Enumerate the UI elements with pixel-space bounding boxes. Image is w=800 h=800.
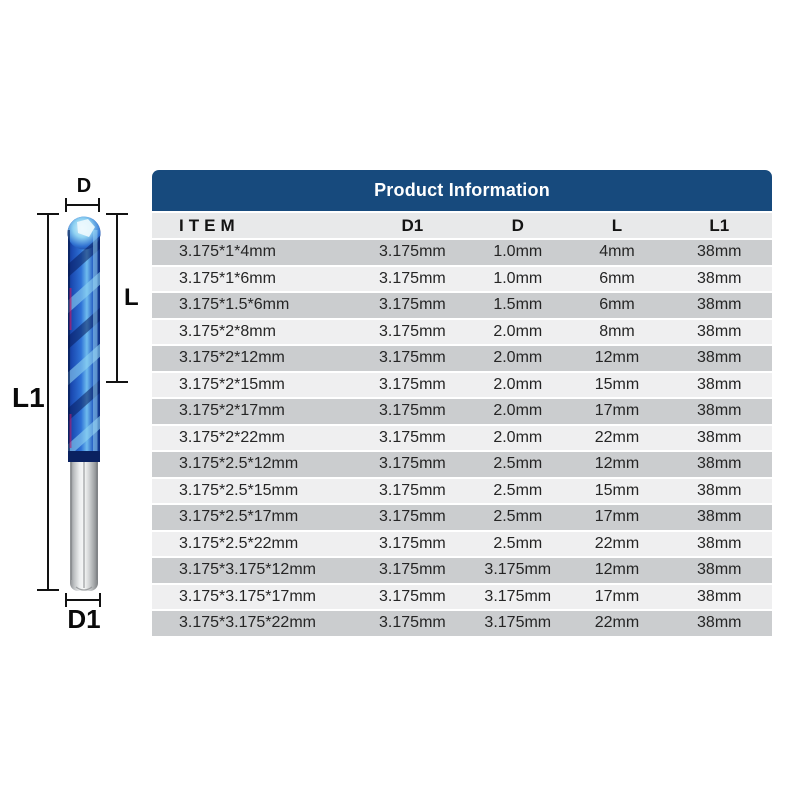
table-row bbox=[152, 373, 772, 398]
table-row bbox=[152, 240, 772, 265]
drill-bit-diagram bbox=[0, 170, 152, 670]
table-cell: 3.175mm bbox=[379, 322, 446, 340]
table-cell: 3.175*2*12mm bbox=[179, 349, 285, 367]
table-cell: 12mm bbox=[594, 561, 640, 579]
table-cell: 38mm bbox=[697, 561, 742, 579]
table-cell: 3.175mm bbox=[484, 561, 552, 579]
table-cell: 2.0mm bbox=[493, 349, 543, 367]
product-information-table bbox=[152, 170, 772, 638]
table-cell: 3.175mm bbox=[379, 508, 446, 526]
table-cell: 22mm bbox=[594, 614, 640, 632]
table-row bbox=[152, 267, 772, 292]
table-cell: 38mm bbox=[697, 534, 742, 552]
column-header-d: D bbox=[511, 215, 524, 235]
table-row bbox=[152, 320, 772, 345]
column-header-l: L bbox=[611, 215, 623, 235]
table-title: Product Information bbox=[152, 170, 772, 211]
table-cell: 3.175*3.175*12mm bbox=[179, 561, 316, 579]
shank bbox=[70, 462, 98, 591]
table-cell: 3.175mm bbox=[484, 587, 552, 605]
table-row bbox=[152, 293, 772, 318]
table-cell: 3.175*1*6mm bbox=[179, 269, 276, 287]
table-cell: 38mm bbox=[697, 614, 742, 632]
table-cell: 3.175mm bbox=[379, 375, 446, 393]
table-cell: 8mm bbox=[599, 322, 635, 340]
table-cell: 3.175*1*4mm bbox=[179, 243, 276, 261]
drill-bit-illustration bbox=[0, 170, 152, 670]
table-cell: 38mm bbox=[697, 402, 742, 420]
table-cell: 22mm bbox=[594, 428, 640, 446]
table-cell: 38mm bbox=[697, 375, 742, 393]
table-cell: 3.175*3.175*22mm bbox=[179, 614, 316, 632]
table-cell: 3.175mm bbox=[379, 296, 446, 314]
table-row bbox=[152, 558, 772, 583]
table-row bbox=[152, 426, 772, 451]
table-body bbox=[152, 240, 772, 636]
table-cell: 2.0mm bbox=[493, 322, 543, 340]
table-row bbox=[152, 452, 772, 477]
table-cell: 2.5mm bbox=[493, 455, 543, 473]
table-cell: 3.175mm bbox=[379, 455, 446, 473]
table-cell: 38mm bbox=[697, 481, 742, 499]
column-header-d1: D1 bbox=[401, 215, 424, 235]
table-row bbox=[152, 532, 772, 557]
table-cell: 3.175*2*15mm bbox=[179, 375, 285, 393]
table-cell: 38mm bbox=[697, 455, 742, 473]
table-cell: 17mm bbox=[594, 587, 640, 605]
dimension-label-l1: L1 bbox=[12, 382, 45, 413]
table-cell: 17mm bbox=[594, 402, 640, 420]
table-cell: 17mm bbox=[594, 508, 640, 526]
table-cell: 2.5mm bbox=[493, 508, 543, 526]
column-header-item: ITEM bbox=[179, 215, 240, 235]
table-header-row bbox=[152, 213, 772, 238]
table-cell: 3.175*2.5*12mm bbox=[179, 455, 299, 473]
table-cell: 3.175*2*22mm bbox=[179, 428, 285, 446]
table-row bbox=[152, 505, 772, 530]
table-cell: 3.175*1.5*6mm bbox=[179, 296, 290, 314]
table-row bbox=[152, 585, 772, 610]
table-cell: 2.0mm bbox=[493, 402, 543, 420]
table-cell: 4mm bbox=[599, 243, 635, 261]
table-cell: 2.5mm bbox=[493, 481, 543, 499]
table-cell: 2.0mm bbox=[493, 428, 543, 446]
table-row bbox=[152, 399, 772, 424]
dimension-label-d: D bbox=[76, 175, 92, 197]
table-cell: 15mm bbox=[594, 481, 640, 499]
column-header-l1: L1 bbox=[709, 215, 730, 235]
table-row bbox=[152, 611, 772, 636]
flute-body bbox=[66, 215, 102, 463]
table-cell: 2.0mm bbox=[493, 375, 543, 393]
table-cell: 3.175mm bbox=[379, 534, 446, 552]
table-cell: 6mm bbox=[599, 296, 635, 314]
table-cell: 3.175mm bbox=[379, 561, 446, 579]
table-cell: 3.175mm bbox=[379, 243, 446, 261]
table-row bbox=[152, 346, 772, 371]
table-cell: 3.175mm bbox=[379, 402, 446, 420]
dimension-label-l: L bbox=[124, 284, 139, 311]
table-cell: 38mm bbox=[697, 322, 742, 340]
table-cell: 3.175mm bbox=[379, 614, 446, 632]
table-cell: 3.175mm bbox=[379, 587, 446, 605]
table-cell: 38mm bbox=[697, 508, 742, 526]
table-cell: 22mm bbox=[594, 534, 640, 552]
table-cell: 3.175*2*8mm bbox=[179, 322, 276, 340]
dimension-label-d1: D1 bbox=[67, 604, 101, 634]
table-cell: 38mm bbox=[697, 269, 742, 287]
table-cell: 38mm bbox=[697, 349, 742, 367]
table-cell: 15mm bbox=[594, 375, 640, 393]
table-cell: 38mm bbox=[697, 587, 742, 605]
table-cell: 3.175*2.5*17mm bbox=[179, 508, 299, 526]
table-cell: 6mm bbox=[599, 269, 635, 287]
table-cell: 1.0mm bbox=[493, 243, 543, 261]
table-cell: 3.175*2.5*22mm bbox=[179, 534, 299, 552]
table-cell: 3.175mm bbox=[379, 481, 446, 499]
table-cell: 3.175mm bbox=[484, 614, 552, 632]
table-cell: 3.175*3.175*17mm bbox=[179, 587, 316, 605]
table-cell: 12mm bbox=[594, 455, 640, 473]
table-cell: 38mm bbox=[697, 296, 742, 314]
table-cell: 3.175mm bbox=[379, 349, 446, 367]
table-cell: 38mm bbox=[697, 243, 742, 261]
table-cell: 12mm bbox=[594, 349, 640, 367]
table-cell: 38mm bbox=[697, 428, 742, 446]
table-cell: 1.5mm bbox=[493, 296, 543, 314]
table-cell: 3.175mm bbox=[379, 269, 446, 287]
table-cell: 3.175*2.5*15mm bbox=[179, 481, 299, 499]
table-cell: 1.0mm bbox=[493, 269, 543, 287]
table-cell: 3.175*2*17mm bbox=[179, 402, 285, 420]
table-cell: 3.175mm bbox=[379, 428, 446, 446]
table-row bbox=[152, 479, 772, 504]
table-cell: 2.5mm bbox=[493, 534, 543, 552]
